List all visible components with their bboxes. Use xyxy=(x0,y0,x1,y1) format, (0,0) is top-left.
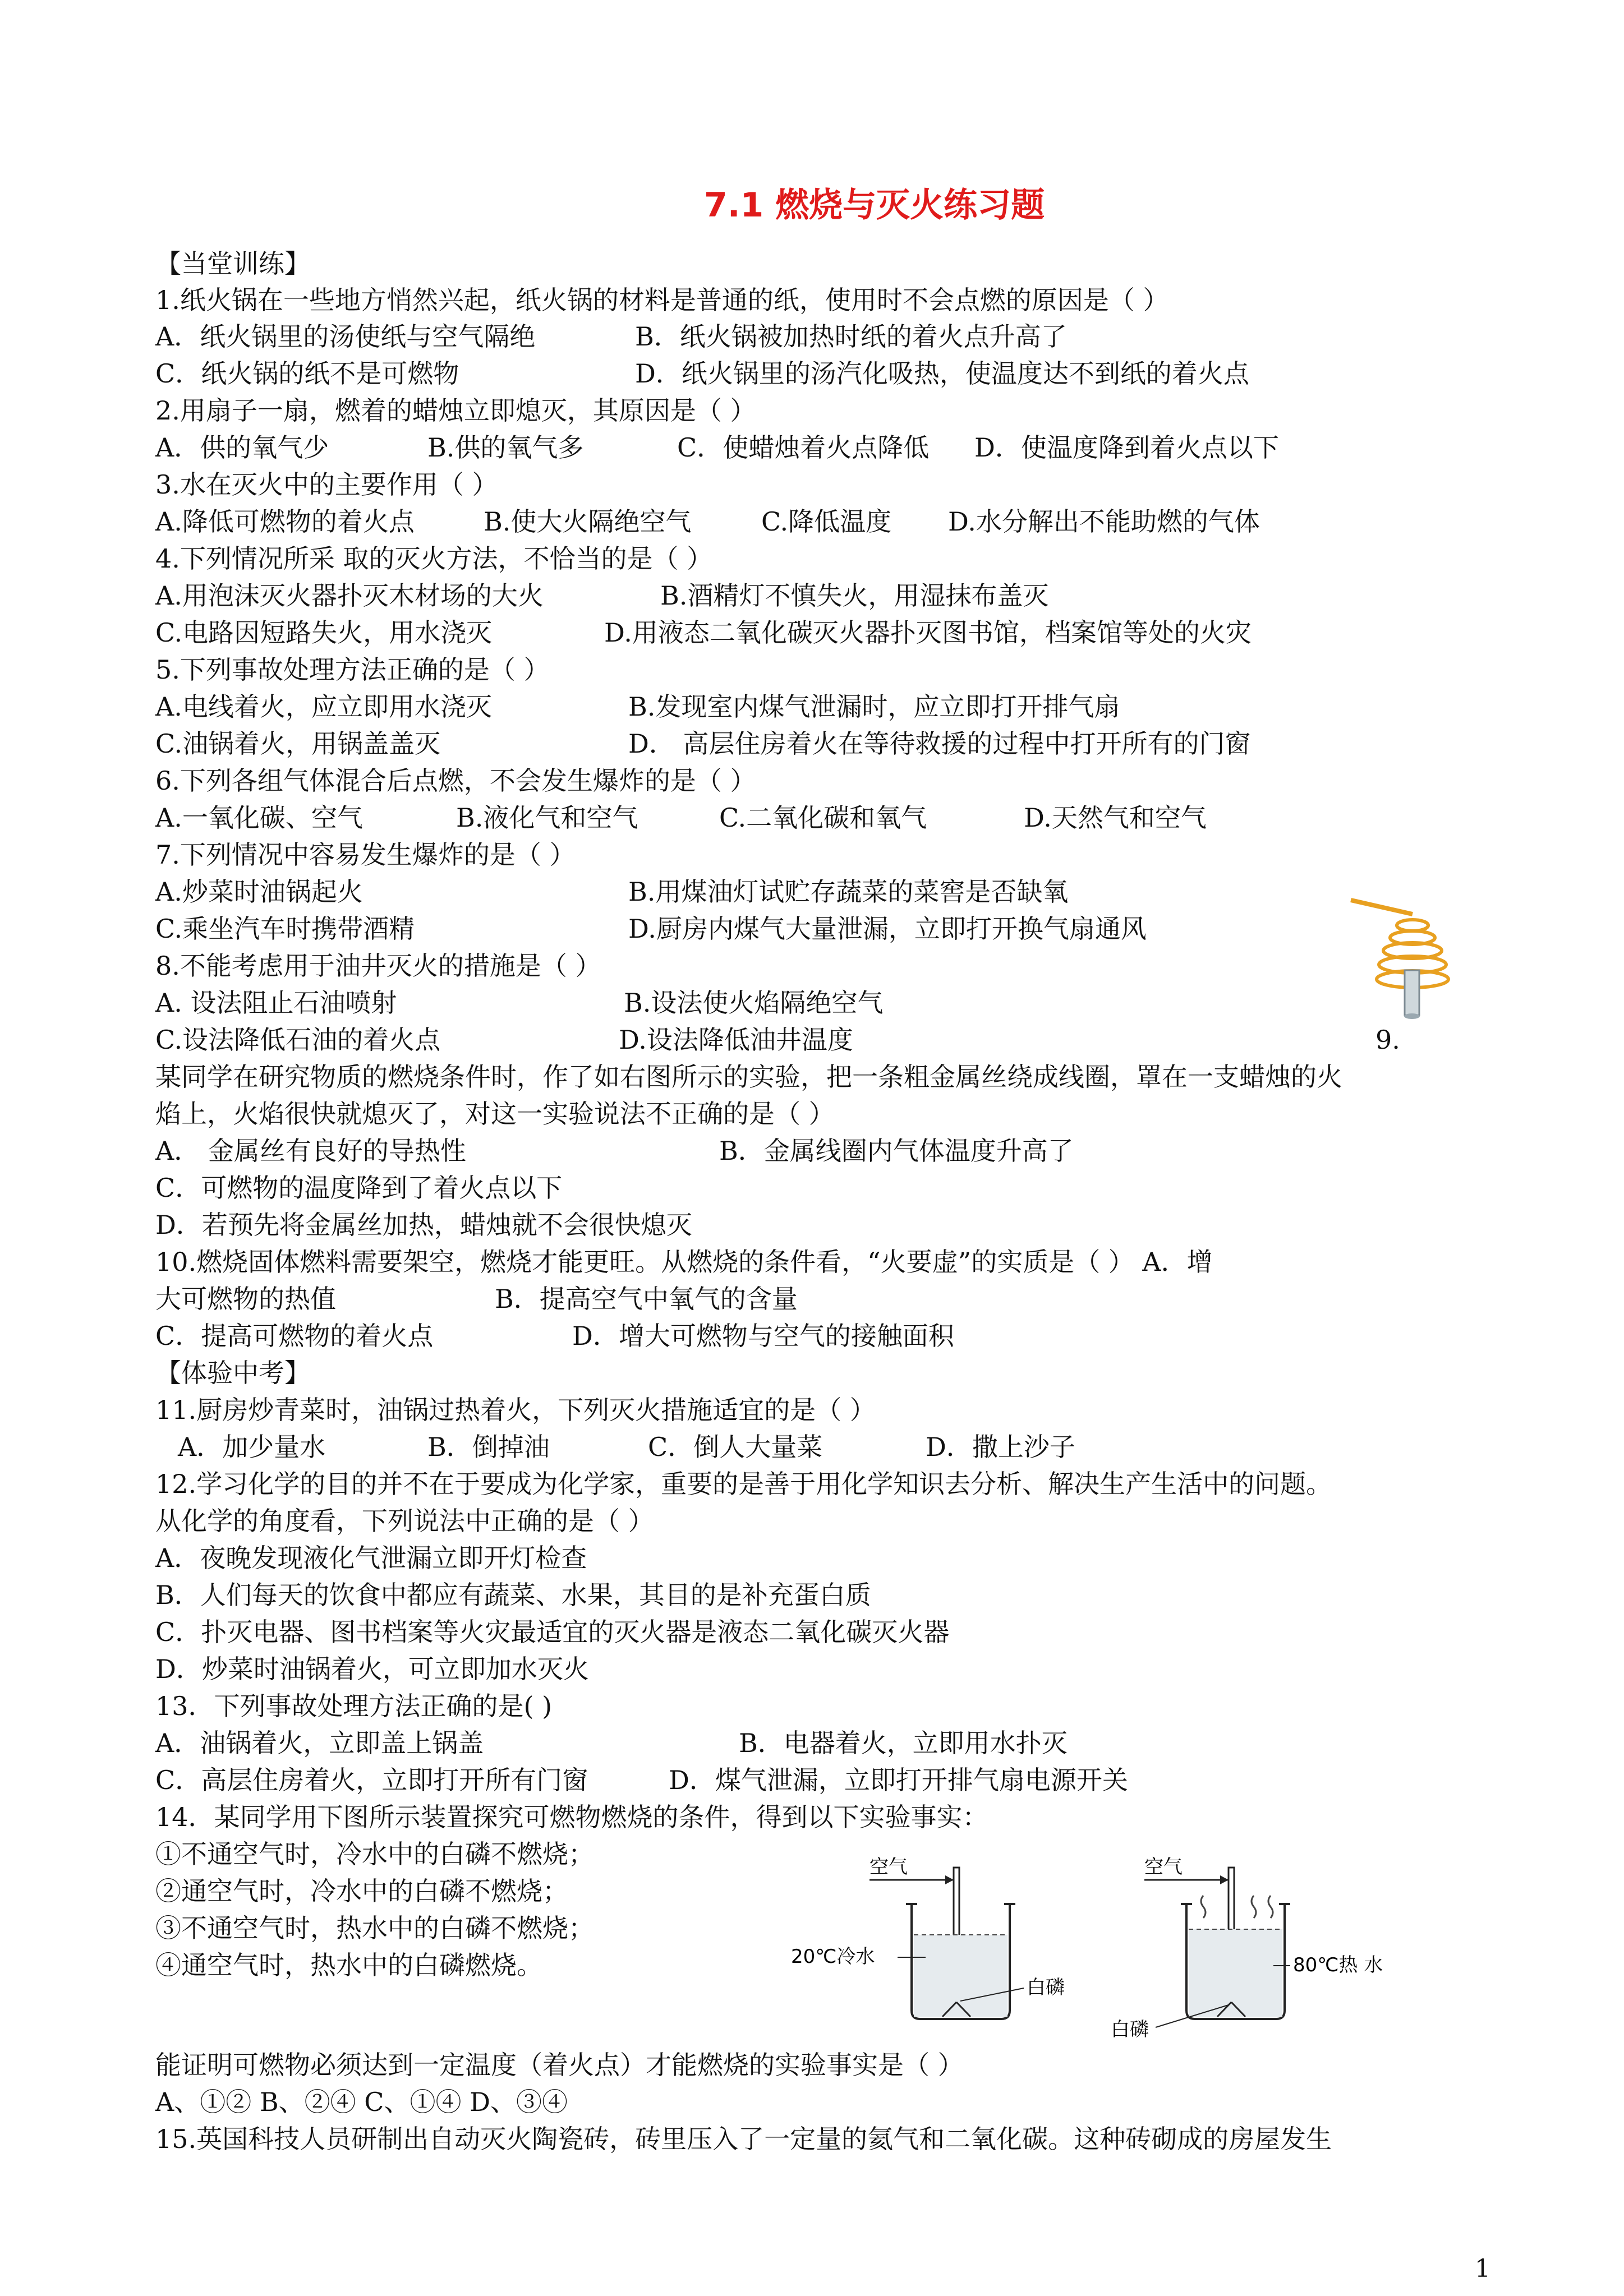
q11-stem: 11.厨房炒青菜时，油锅过热着火，下列灭火措施适宜的是（ ） xyxy=(155,1395,876,1425)
option-b: B.供的氧气多 xyxy=(427,432,584,463)
option-d: D． 高层住房着火在等待救援的过程中打开所有的门窗 xyxy=(628,729,1251,759)
option-b: B．电器着火，立即用水扑灭 xyxy=(739,1728,1068,1758)
q2-stem: 2.用扇子一扇，燃着的蜡烛立即熄灭，其原因是（ ） xyxy=(155,395,756,426)
q5-stem: 5.下列事故处理方法正确的是（ ） xyxy=(155,654,550,685)
q9-stem-line2: 焰上，火焰很快就熄灭了，对这一实验说法不正确的是（ ） xyxy=(155,1099,835,1129)
option-b: B.液化气和空气 xyxy=(456,803,638,833)
option-b: B.用煤油灯试贮存蔬菜的菜窖是否缺氧 xyxy=(628,877,1069,907)
q9-option-c: C．可燃物的温度降到了着火点以下 xyxy=(155,1173,563,1203)
q4-stem: 4.下列情况所采 取的灭火方法，不恰当的是（ ） xyxy=(155,543,713,574)
option-c: C.降低温度 xyxy=(761,506,892,537)
q12-option-a: A．夜晚发现液化气泄漏立即开灯检查 xyxy=(155,1543,587,1573)
q9-option-d: D．若预先将金属丝加热，蜡烛就不会很快熄灭 xyxy=(155,1210,692,1240)
q12-option-c: C．扑灭电器、图书档案等火灾最适宜的灭火器是液态二氧化碳灭火器 xyxy=(155,1617,950,1647)
section-heading: 【当堂训练】 xyxy=(155,248,310,279)
option-a: A.一氧化碳、空气 xyxy=(155,803,363,833)
q12-stem-line1: 12.学习化学的目的并不在于要成为化学家，重要的是善于用化学知识去分析、解决生产生活中的问题。 xyxy=(155,1469,1332,1499)
page-title: 7.1 燃烧与灭火练习题 xyxy=(704,186,1045,225)
option-d: D．撒上沙子 xyxy=(926,1432,1075,1462)
option-a: A.降低可燃物的着火点 xyxy=(155,506,415,537)
option-d: D.水分解出不能助燃的气体 xyxy=(948,506,1260,537)
option-b: B．提高空气中氧气的含量 xyxy=(495,1284,798,1314)
option-d: D.天然气和空气 xyxy=(1024,803,1207,833)
option-d: D.设法降低油井温度 xyxy=(619,1025,853,1055)
option-a: A．加少量水 xyxy=(178,1432,326,1462)
q12-stem-line2: 从化学的角度看，下列说法中正确的是（ ） xyxy=(155,1506,654,1536)
white-phosphorus-label: 白磷 xyxy=(1111,2018,1149,2041)
option-d: D．增大可燃物与空气的接触面积 xyxy=(572,1321,954,1351)
option-c: C.乘坐汽车时携带酒精 xyxy=(155,914,415,944)
q12-option-b: B．人们每天的饮食中都应有蔬菜、水果，其目的是补充蛋白质 xyxy=(155,1580,871,1610)
option-c: C.设法降低石油的着火点 xyxy=(155,1025,441,1055)
option-a: A. 设法阻止石油喷射 xyxy=(155,988,397,1018)
hot-water-label: 80℃热 水 xyxy=(1293,1954,1383,1976)
q3-stem: 3.水在灭火中的主要作用（ ） xyxy=(155,469,498,500)
option-c: C．纸火锅的纸不是可燃物 xyxy=(155,358,459,389)
option-d: D.用液态二氧化碳灭火器扑灭图书馆，档案馆等处的火灾 xyxy=(604,617,1252,648)
q13-stem: 13．下列事故处理方法正确的是( ) xyxy=(155,1691,553,1721)
hot-water-beaker xyxy=(1111,1856,1383,2041)
q12-option-d: D．炒菜时油锅着火，可立即加水灭火 xyxy=(155,1654,589,1684)
q14-stem: 14．某同学用下图所示装置探究可燃物燃烧的条件，得到以下实验事实： xyxy=(155,1802,988,1832)
option-a: A.用泡沫灭火器扑灭木材场的大火 xyxy=(155,580,544,611)
option-c: C．使蜡烛着火点降低 xyxy=(677,432,930,463)
air-label: 空气 xyxy=(1144,1856,1183,1878)
option-d: D．使温度降到着火点以下 xyxy=(974,432,1279,463)
option-a-cont: 大可燃物的热值 xyxy=(155,1284,336,1314)
q9-stem-line1: 某同学在研究物质的燃烧条件时，作了如右图所示的实验，把一条粗金属丝绕成线圈，罩在一支蜡烛的火 xyxy=(155,1062,1342,1092)
option-c: C．提高可燃物的着火点 xyxy=(155,1321,434,1351)
option-a: A．油锅着火，立即盖上锅盖 xyxy=(155,1728,484,1758)
option-a: A． 金属丝有良好的导热性 xyxy=(155,1136,466,1166)
q1-stem: 1.纸火锅在一些地方悄然兴起，纸火锅的材料是普通的纸，使用时不会点燃的原因是（ ） xyxy=(155,285,1169,315)
q8-stem: 8.不能考虑用于油井灭火的措施是（ ） xyxy=(155,951,601,981)
page-number: 1 xyxy=(1475,2254,1490,2283)
cold-water-label: 20℃冷水 xyxy=(791,1945,875,1968)
white-phosphorus-label: 白磷 xyxy=(1027,1976,1065,1999)
q14-options: A、①② B、②④ C、①④ D、③④ xyxy=(155,2087,568,2117)
option-b: B．金属线圈内气体温度升高了 xyxy=(719,1136,1074,1166)
option-b: B.设法使火焰隔绝空气 xyxy=(624,988,884,1018)
q14-fact-2: ②通空气时，冷水中的白磷不燃烧； xyxy=(155,1876,568,1906)
option-a: A.电线着火，应立即用水浇灭 xyxy=(155,691,492,722)
option-c: C．高层住房着火，立即打开所有门窗 xyxy=(155,1765,588,1795)
candle-base xyxy=(1404,1013,1420,1019)
option-b: B.发现室内煤气泄漏时，应立即打开排气扇 xyxy=(628,691,1120,722)
white-phosphorus-experiment-figure xyxy=(785,1851,1487,2053)
option-d: D．煤气泄漏，立即打开排气扇电源开关 xyxy=(669,1765,1128,1795)
option-b: B.使大火隔绝空气 xyxy=(484,506,692,537)
option-d: D．纸火锅里的汤汽化吸热，使温度达不到纸的着火点 xyxy=(635,358,1249,389)
q6-stem: 6.下列各组气体混合后点燃，不会发生爆炸的是（ ） xyxy=(155,766,756,796)
air-label: 空气 xyxy=(869,1856,908,1878)
cold-water-beaker xyxy=(791,1856,1065,2019)
option-c: C.二氧化碳和氧气 xyxy=(719,803,927,833)
option-a: A．供的氧气少 xyxy=(155,432,329,463)
q14-question: 能证明可燃物必须达到一定温度（着火点）才能燃烧的实验事实是（ ） xyxy=(155,2050,964,2080)
option-b: B．纸火锅被加热时纸的着火点升高了 xyxy=(635,321,1067,352)
candle xyxy=(1405,970,1419,1015)
q9-number: 9. xyxy=(1375,1025,1400,1055)
q14-fact-3: ③不通空气时，热水中的白磷不燃烧； xyxy=(155,1913,594,1943)
option-c: C．倒人大量菜 xyxy=(648,1432,823,1462)
section-heading: 【体验中考】 xyxy=(155,1358,310,1388)
q14-fact-1: ①不通空气时，冷水中的白磷不燃烧； xyxy=(155,1839,594,1869)
metal-coil-figure xyxy=(1345,886,1457,1026)
q14-fact-4: ④通空气时，热水中的白磷燃烧。 xyxy=(155,1950,542,1980)
q15-stem-line1: 15.英国科技人员研制出自动灭火陶瓷砖，砖里压入了一定量的氦气和二氧化碳。这种砖砌成的房屋发生 xyxy=(155,2124,1332,2154)
option-d: D.厨房内煤气大量泄漏，立即打开换气扇通风 xyxy=(628,914,1147,944)
option-c: C.油锅着火，用锅盖盖灭 xyxy=(155,729,441,759)
q10-stem-line1: 10.燃烧固体燃料需要架空，燃烧才能更旺。从燃烧的条件看，“火要虚”的实质是（ ） A．增 xyxy=(155,1247,1213,1277)
option-c: C.电路因短路失火，用水浇灭 xyxy=(155,617,493,648)
q7-stem: 7.下列情况中容易发生爆炸的是（ ） xyxy=(155,840,576,870)
option-b: B．倒掉油 xyxy=(427,1432,550,1462)
option-b: B.酒精灯不慎失火，用湿抹布盖灭 xyxy=(660,580,1049,611)
option-a: A．纸火锅里的汤使纸与空气隔绝 xyxy=(155,321,536,352)
coil-handle xyxy=(1351,900,1413,914)
option-a: A.炒菜时油锅起火 xyxy=(155,877,363,907)
